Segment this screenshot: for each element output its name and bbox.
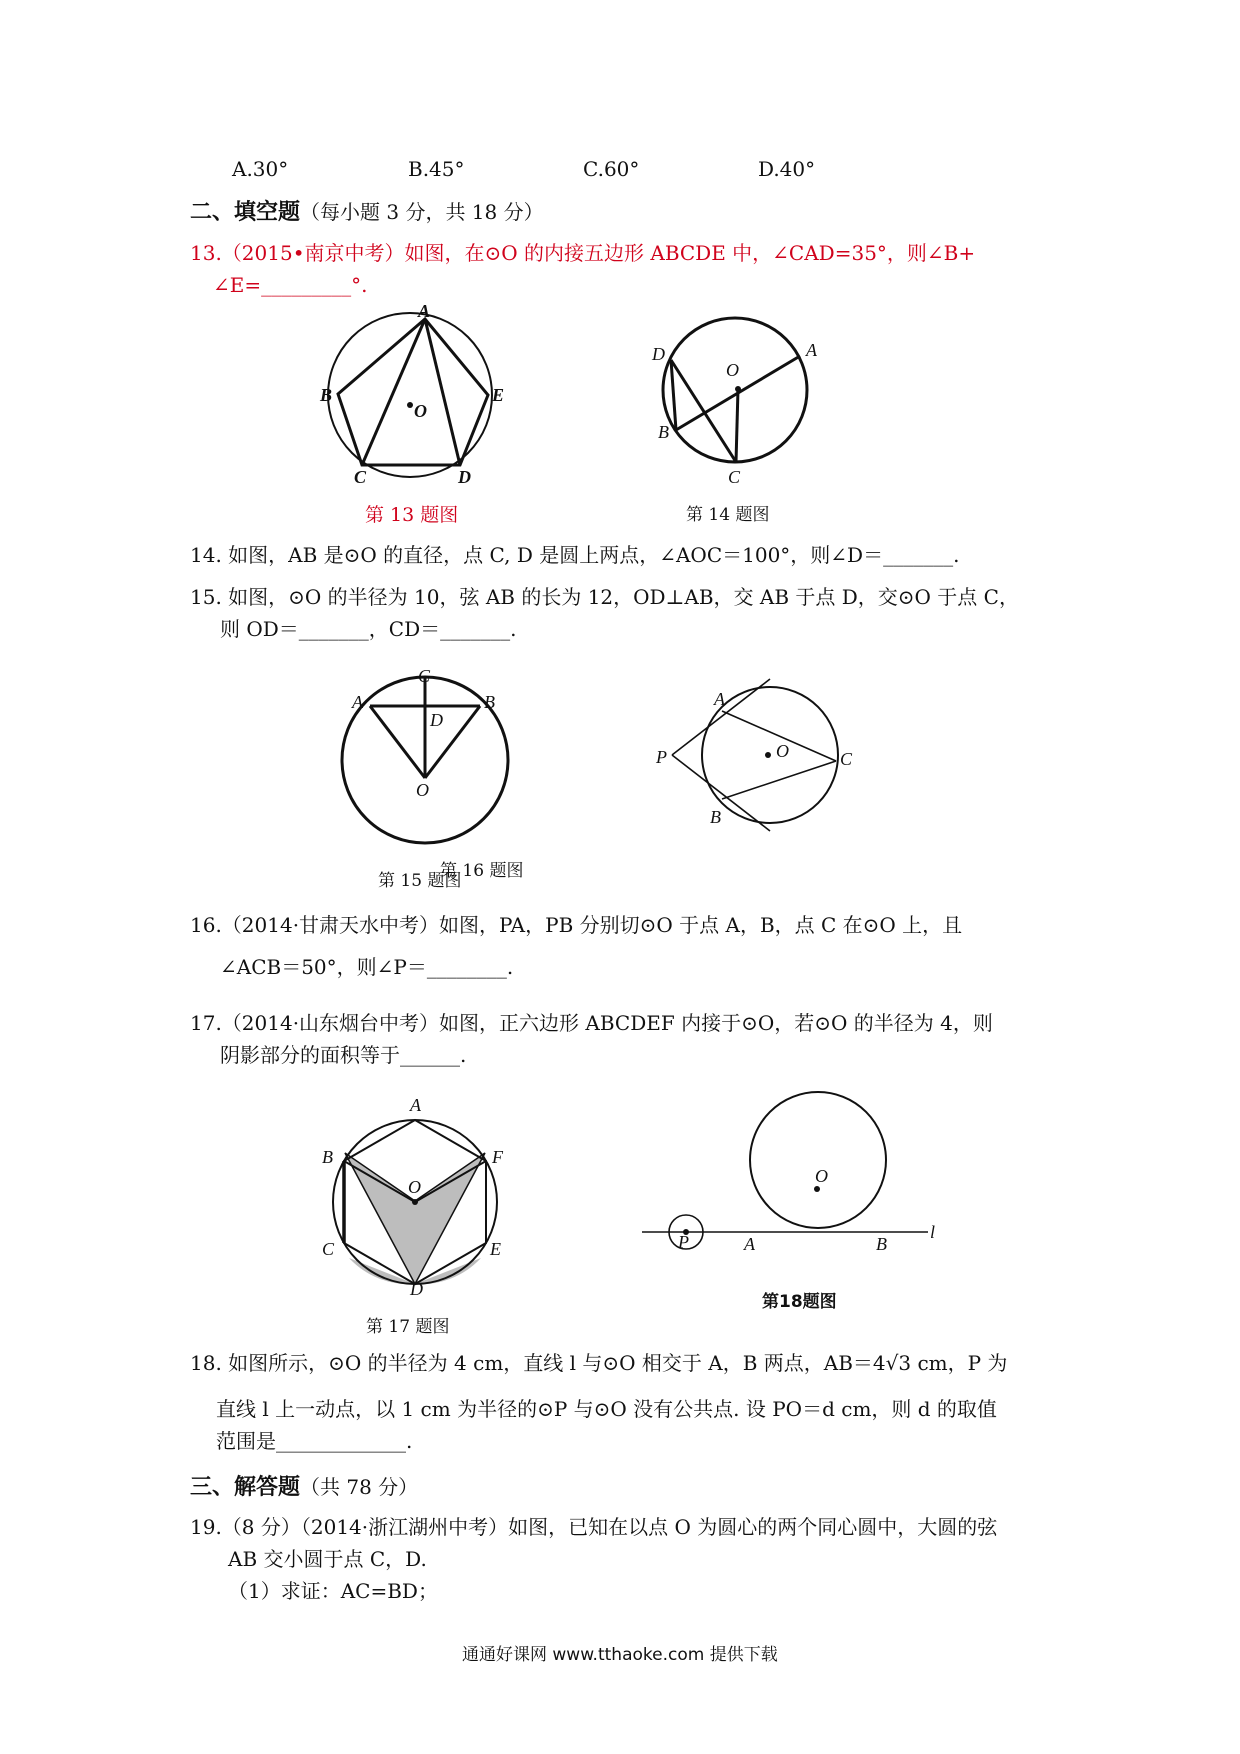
fig17-label-e: E bbox=[490, 1239, 501, 1259]
fig17-label-a: A bbox=[410, 1095, 421, 1115]
fig17-label-o: O bbox=[408, 1177, 421, 1197]
fig16-label-a: A bbox=[714, 689, 725, 709]
fig17-label-d: D bbox=[410, 1279, 423, 1295]
section-2-note: （每小题 3 分，共 18 分） bbox=[300, 200, 544, 224]
fig14-caption: 第 14 题图 bbox=[686, 505, 770, 525]
fig15-label-c: C bbox=[418, 670, 431, 686]
fig14-label-c: C bbox=[728, 467, 741, 487]
fig16-caption: 第 16 题图 bbox=[440, 861, 524, 881]
q16-line1: 16.（2014·甘肃天水中考）如图，PA，PB 分别切⊙O 于点 A，B，点 C 在⊙O 上，且 bbox=[190, 913, 963, 937]
fig13-chord-ac bbox=[362, 319, 425, 465]
fig18-caption: 第18题图 bbox=[762, 1292, 837, 1312]
fig13-pentagon bbox=[338, 319, 488, 465]
fig18-circle-o bbox=[750, 1092, 886, 1228]
fig17-caption: 第 17 题图 bbox=[366, 1317, 450, 1337]
fig18-label-p: P bbox=[678, 1232, 689, 1252]
fig14-label-d: D bbox=[652, 344, 665, 364]
fig18-label-l: l bbox=[930, 1222, 936, 1242]
fig16-tangent-pb bbox=[672, 755, 770, 831]
section-3-heading bbox=[190, 1470, 418, 1501]
fig14-label-a: A bbox=[806, 340, 817, 360]
choice-c: C.60° bbox=[583, 157, 640, 181]
figure-13 bbox=[310, 305, 510, 485]
figure-17 bbox=[320, 1085, 520, 1295]
fig13-label-c: C bbox=[354, 467, 367, 485]
fig16-label-o: O bbox=[776, 741, 789, 761]
fig18-label-b: B bbox=[876, 1234, 887, 1254]
fig16-label-b: B bbox=[710, 807, 721, 827]
fig13-center-dot bbox=[407, 402, 413, 408]
fig18-center-o-dot bbox=[814, 1186, 820, 1192]
fig15-caption: 第 15 题图 bbox=[378, 871, 462, 891]
section-3-title: 三、解答题 bbox=[190, 1475, 301, 1500]
fig15-label-b: B bbox=[484, 692, 495, 712]
figure-16 bbox=[650, 675, 870, 835]
figure-15 bbox=[330, 670, 530, 860]
fig16-label-p: P bbox=[656, 747, 667, 767]
fig15-radius-oa bbox=[370, 706, 425, 778]
fig18-label-o: O bbox=[815, 1166, 828, 1186]
fig14-radius-oc bbox=[736, 389, 738, 462]
fig17-center-dot bbox=[412, 1199, 418, 1205]
fig13-label-d: D bbox=[458, 467, 471, 485]
fig15-label-o: O bbox=[416, 780, 429, 800]
fig17-label-f: F bbox=[492, 1147, 503, 1167]
choice-a: A.30° bbox=[232, 157, 289, 181]
q19-line2: AB 交小圆于点 C，D. bbox=[228, 1547, 427, 1571]
fig17-label-b: B bbox=[322, 1147, 333, 1167]
fig13-label-e: E bbox=[492, 385, 505, 405]
choice-d: D.40° bbox=[758, 157, 816, 181]
q19-line1: 19.（8 分）（2014·浙江湖州中考）如图，已知在以点 O 为圆心的两个同心圆中，大圆的弦 bbox=[190, 1515, 998, 1539]
fig15-label-a: A bbox=[352, 692, 363, 712]
q19-line3: （1）求证：AC=BD； bbox=[228, 1579, 438, 1603]
q16-line2: ∠ACB＝50°，则∠P＝________. bbox=[220, 955, 514, 979]
fig14-circle bbox=[663, 318, 807, 462]
q18-line2: 直线 l 上一动点，以 1 cm 为半径的⊙P 与⊙O 没有公共点. 设 PO＝d cm，则 d 的取值 bbox=[216, 1397, 997, 1421]
q17-line2: 阴影部分的面积等于______. bbox=[220, 1043, 467, 1067]
q17-line1: 17.（2014·山东烟台中考）如图，正六边形 ABCDEF 内接于⊙O，若⊙O 的半径为 4，则 bbox=[190, 1011, 993, 1035]
fig13-circle bbox=[328, 313, 492, 477]
fig13-label-o: O bbox=[414, 401, 427, 421]
fig14-label-o: O bbox=[726, 360, 739, 380]
page-footer: 通通好课网 www.tthaoke.com 提供下载 bbox=[462, 1645, 778, 1665]
fig17-label-c: C bbox=[322, 1239, 335, 1259]
fig15-label-d: D bbox=[430, 710, 443, 730]
q15-line1: 15. 如图，⊙O 的半径为 10，弦 AB 的长为 12，OD⊥AB，交 AB 于点 D，交⊙O 于点 C， bbox=[190, 585, 1019, 609]
fig13-label-a: A bbox=[418, 305, 431, 321]
fig16-center-dot bbox=[765, 752, 771, 758]
fig14-chord-db bbox=[671, 360, 676, 430]
fig14-label-b: B bbox=[658, 422, 669, 442]
fig16-chord-bc bbox=[722, 761, 836, 799]
q18-line3: 范围是_____________. bbox=[216, 1429, 413, 1453]
q13-line2: ∠E=_________°. bbox=[213, 273, 368, 297]
fig18-label-a: A bbox=[744, 1234, 755, 1254]
figure-14 bbox=[640, 310, 830, 490]
q14-text: 14. 如图，AB 是⊙O 的直径，点 C, D 是圆上两点，∠AOC＝100°，则∠D＝_______. bbox=[190, 543, 960, 567]
q18-line1: 18. 如图所示，⊙O 的半径为 4 cm，直线 l 与⊙O 相交于 A，B 两点，AB＝4√3 cm，P 为 bbox=[190, 1351, 1008, 1375]
section-3-note: （共 78 分） bbox=[300, 1475, 419, 1499]
fig13-caption: 第 13 题图 bbox=[365, 504, 459, 526]
section-2-title: 二、填空题 bbox=[190, 200, 301, 225]
q13-line1: 13.（2015•南京中考）如图，在⊙O 的内接五边形 ABCDE 中，∠CAD=35°，则∠B+ bbox=[190, 241, 976, 265]
fig16-label-c: C bbox=[840, 749, 853, 769]
section-2-heading bbox=[190, 195, 544, 226]
fig13-label-b: B bbox=[320, 385, 333, 405]
figure-18 bbox=[640, 1090, 940, 1260]
fig14-center-dot bbox=[735, 386, 741, 392]
choice-b: B.45° bbox=[408, 157, 465, 181]
q15-line2: 则 OD＝_______，CD＝_______. bbox=[220, 617, 517, 641]
